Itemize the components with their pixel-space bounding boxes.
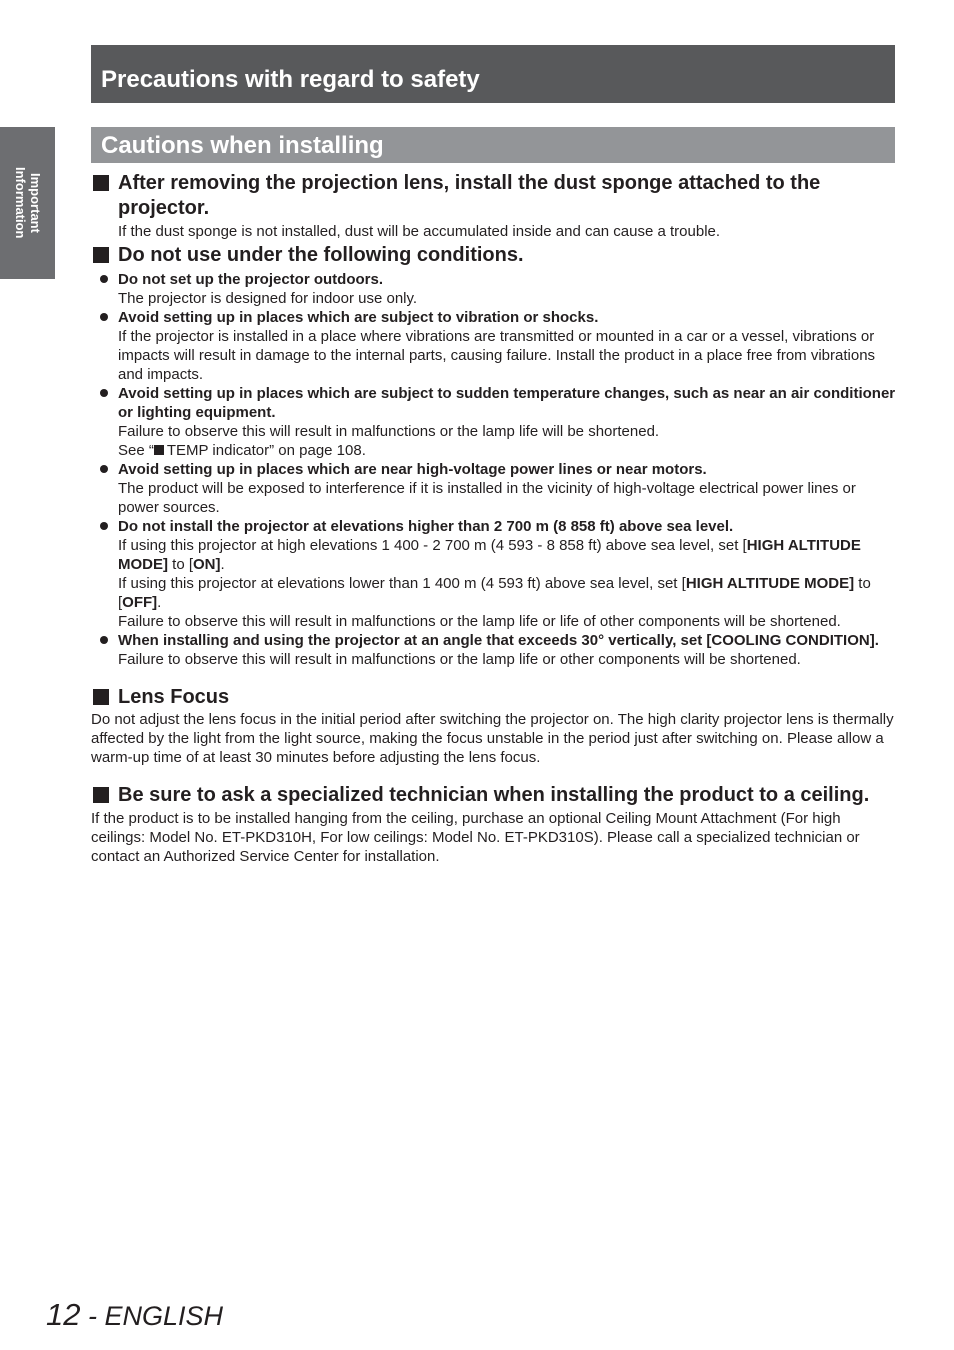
- square-bullet-icon: [93, 247, 109, 263]
- lens-focus-text: Do not adjust the lens focus in the initial period after switching the projector on. The high clarity projector lens is thermally affected by the light from the light source, making the focus unstable in the period just after switching on. Please allow a warm-up time of at least 30 minutes before adjusting the lens focus.: [91, 711, 894, 766]
- item-title: Do not set up the projector outdoors.: [118, 271, 383, 288]
- item-text: The product will be exposed to interference if it is installed in the vicinity of high-voltage electrical power lines or power sources.: [118, 480, 856, 516]
- item-title: Avoid setting up in places which are subject to vibration or shocks.: [118, 309, 599, 326]
- dust-sponge-text: If the dust sponge is not installed, dust will be accumulated inside and can cause a trouble.: [118, 223, 721, 240]
- item-text: Failure to observe this will result in malfunctions or the lamp life or life of other components will be shortened.: [118, 613, 841, 630]
- item-title: Do not install the projector at elevations higher than 2 700 m (8 858 ft) above sea level.: [118, 518, 734, 535]
- page-number: 12: [46, 1297, 81, 1332]
- heading-conditions-text: Do not use under the following conditions.: [118, 244, 524, 266]
- ceiling-text: If the product is to be installed hanging from the ceiling, purchase an optional Ceiling Mount Attachment (For high ceilings: Model No. ET-PKD310H, For low ceilings: Model No. ET-PKD310S). Please call a specialized technician or contact an Authorized Service Center for installation.: [91, 810, 860, 865]
- list-item: [91, 308, 896, 384]
- item-text: Failure to observe this will result in malfunctions or the lamp life or other components will be shortened.: [118, 651, 801, 668]
- page-footer: [46, 1298, 223, 1333]
- section-header: [91, 127, 895, 163]
- heading-lens-focus: [91, 685, 896, 710]
- bullet-dot-icon: [100, 389, 108, 397]
- list-item: [91, 460, 896, 517]
- altitude-high-text: If using this projector at high elevations 1 400 - 2 700 m (4 593 - 8 858 ft) above sea level, set [HIGH ALTITUDE MODE] to [ON].: [118, 537, 861, 573]
- square-icon: [154, 445, 164, 455]
- see-reference: [118, 441, 896, 460]
- list-item: [91, 517, 896, 631]
- heading-lens-focus-text: Lens Focus: [118, 686, 230, 708]
- altitude-low-text: If using this projector at elevations lower than 1 400 m (4 593 ft) above sea level, set [HIGH ALTITUDE MODE] to [OFF].: [118, 575, 871, 611]
- square-bullet-icon: [93, 787, 109, 803]
- block-lens-focus: [91, 685, 896, 767]
- square-bullet-icon: [93, 689, 109, 705]
- section-title: Cautions when installing: [101, 132, 384, 159]
- heading-dust-sponge-text: After removing the projection lens, install the dust sponge attached to the projector.: [118, 172, 821, 219]
- block-ceiling: [91, 783, 896, 866]
- footer-language: - ENGLISH: [80, 1301, 224, 1331]
- bullet-dot-icon: [100, 275, 108, 283]
- list-item: [91, 270, 896, 308]
- page-header-title: Precautions with regard to safety: [101, 66, 480, 93]
- bullet-dot-icon: [100, 313, 108, 321]
- item-text: The projector is designed for indoor use only.: [118, 290, 418, 307]
- page-header: [91, 45, 895, 103]
- block-dust-sponge: [91, 171, 896, 241]
- heading-ceiling-text: Be sure to ask a specialized technician when installing the product to a ceiling.: [118, 784, 870, 806]
- item-text: Failure to observe this will result in malfunctions or the lamp life will be shortened.: [118, 423, 660, 440]
- bullet-dot-icon: [100, 522, 108, 530]
- block-conditions: [91, 243, 896, 669]
- list-item: [91, 631, 896, 669]
- see-prefix: See “: [118, 442, 154, 459]
- bullet-dot-icon: [100, 465, 108, 473]
- item-title: Avoid setting up in places which are near high-voltage power lines or near motors.: [118, 461, 707, 478]
- conditions-list: [91, 270, 896, 669]
- item-title: Avoid setting up in places which are subject to sudden temperature changes, such as near an air conditioner or lighting equipment.: [118, 385, 896, 421]
- list-item: [91, 384, 896, 460]
- main-content: [91, 171, 896, 866]
- square-bullet-icon: [93, 175, 109, 191]
- heading-conditions: [91, 243, 896, 268]
- item-text: If the projector is installed in a place where vibrations are transmitted or mounted in a car or a vessel, vibrations or impacts will result in damage to the internal parts, causing failure. Install the product in a place free from vibrations and impacts.: [118, 328, 876, 383]
- see-suffix: TEMP indicator” on page 108.: [166, 442, 366, 459]
- heading-dust-sponge: [91, 171, 896, 221]
- item-title: When installing and using the projector at an angle that exceeds 30° vertically, set [COOLING CONDITION].: [118, 632, 879, 649]
- bullet-dot-icon: [100, 636, 108, 644]
- heading-ceiling: [91, 783, 896, 808]
- side-tab-label: Important Information: [13, 167, 43, 239]
